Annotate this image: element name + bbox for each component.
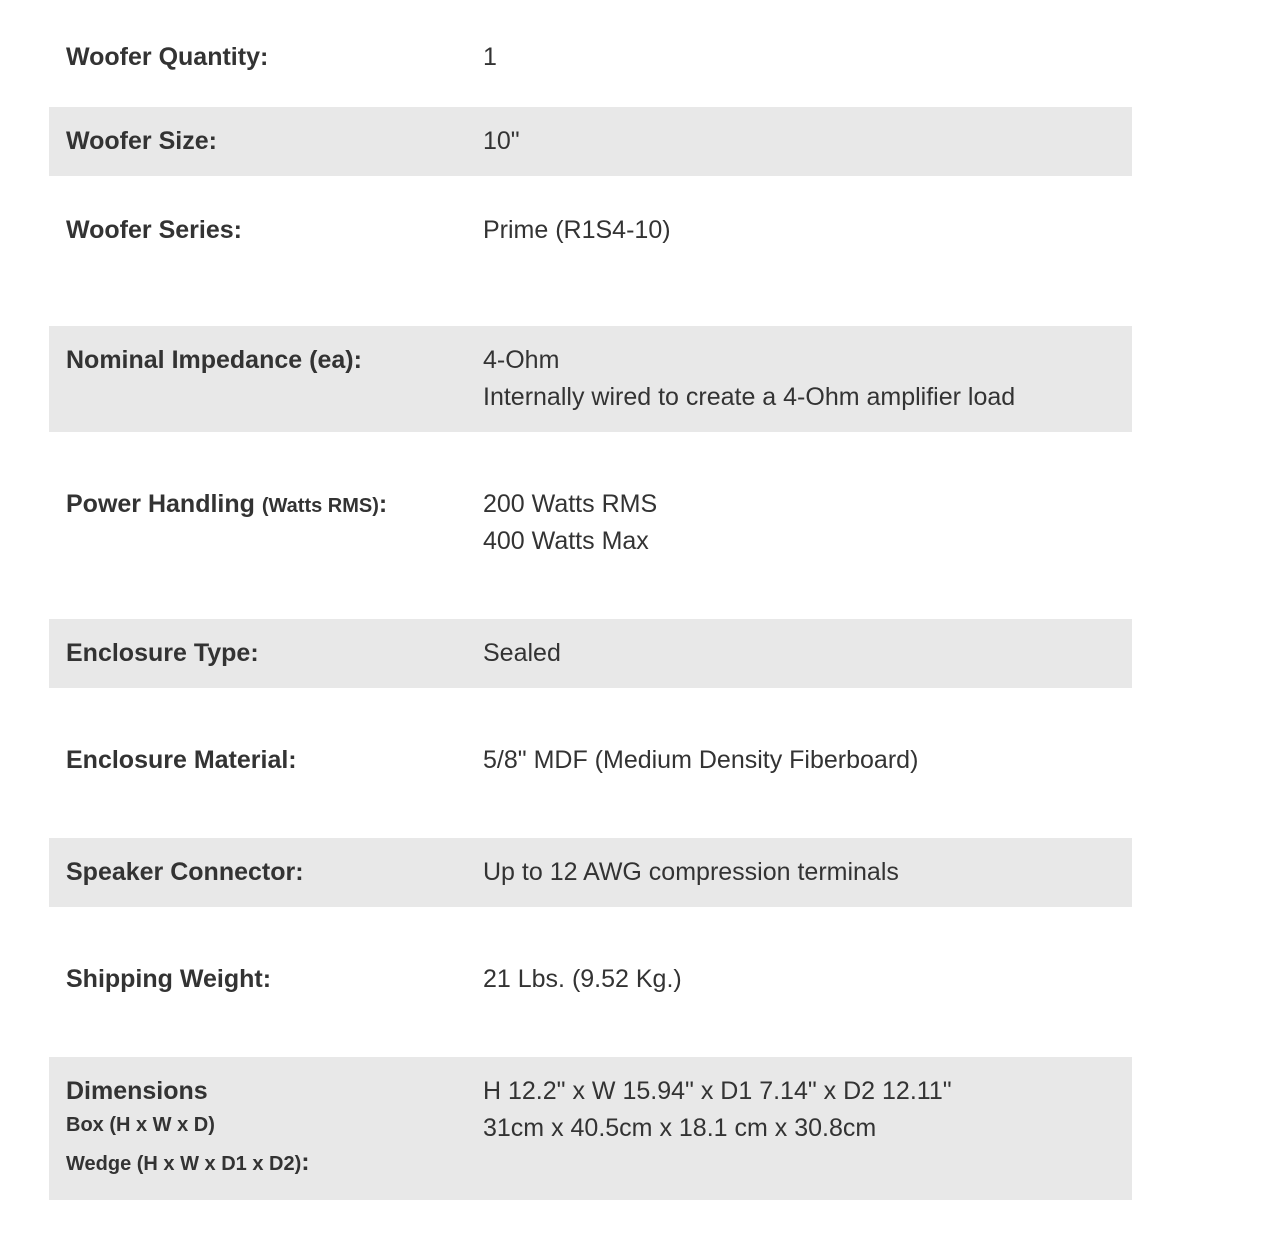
spec-label-sub-text: Wedge (H x W x D1 x D2) (66, 1153, 302, 1175)
spec-row-woofer-series (49, 176, 1132, 326)
spec-row-nominal-impedance (49, 326, 1132, 432)
spec-value-line: 1 (483, 43, 497, 71)
spec-value-line: 4-Ohm (483, 346, 560, 374)
spec-value (483, 635, 1132, 668)
spec-label: Woofer Size: (66, 127, 217, 155)
spec-value (483, 123, 1132, 156)
spec-label-main: Dimensions (66, 1077, 208, 1105)
spec-row-dimensions (49, 1057, 1132, 1200)
spec-row-enclosure-type (49, 619, 1132, 688)
spec-label: Woofer Series: (66, 216, 242, 244)
spec-row-enclosure-material (49, 688, 1132, 838)
spec-row-shipping-weight (49, 907, 1132, 1057)
spec-label-end: : (301, 1148, 310, 1176)
spec-value (483, 342, 1132, 412)
spec-value-line: 10" (483, 127, 520, 155)
spec-label (49, 490, 483, 599)
spec-value-line: H 12.2" x W 15.94" x D1 7.14" x D2 12.11" (483, 1077, 952, 1105)
spec-label: Shipping Weight: (66, 965, 272, 993)
spec-label: Enclosure Type: (66, 639, 259, 667)
spec-label-end: : (378, 490, 388, 518)
spec-value-line: 200 Watts RMS (483, 490, 658, 518)
spec-value (483, 961, 1132, 1037)
spec-row-power-handling (49, 432, 1132, 619)
spec-value-line: Prime (R1S4-10) (483, 216, 671, 244)
spec-value-line: 5/8" MDF (Medium Density Fiberboard) (483, 746, 919, 774)
spec-row-speaker-connector (49, 838, 1132, 907)
spec-value-line: 21 Lbs. (9.52 Kg.) (483, 965, 682, 993)
spec-value-line: Internally wired to create a 4-Ohm amplifier load (483, 383, 1016, 411)
spec-value (483, 1073, 1132, 1180)
spec-value-line: Up to 12 AWG compression terminals (483, 858, 899, 886)
spec-value (483, 742, 1132, 818)
spec-value (483, 212, 1132, 306)
spec-label-sub (66, 1144, 483, 1182)
spec-label-small: (Watts RMS) (261, 495, 379, 517)
spec-label-main: Power Handling (66, 490, 262, 518)
spec-value-line: 400 Watts Max (483, 527, 649, 555)
spec-label-sub: Box (H x W x D) (66, 1114, 215, 1136)
spec-row-woofer-quantity (49, 23, 1132, 107)
spec-value-line: 31cm x 40.5cm x 18.1 cm x 30.8cm (483, 1114, 877, 1142)
spec-value (483, 39, 1132, 87)
spec-value-line: Sealed (483, 639, 561, 667)
spec-label (49, 1077, 483, 1180)
spec-table (49, 23, 1132, 1200)
spec-value (483, 854, 1132, 887)
spec-row-woofer-size (49, 107, 1132, 176)
spec-value (483, 486, 1132, 599)
spec-label: Speaker Connector: (66, 858, 304, 886)
spec-label: Nominal Impedance (ea): (66, 346, 362, 374)
spec-label: Enclosure Material: (66, 746, 297, 774)
spec-label: Woofer Quantity: (66, 43, 269, 71)
